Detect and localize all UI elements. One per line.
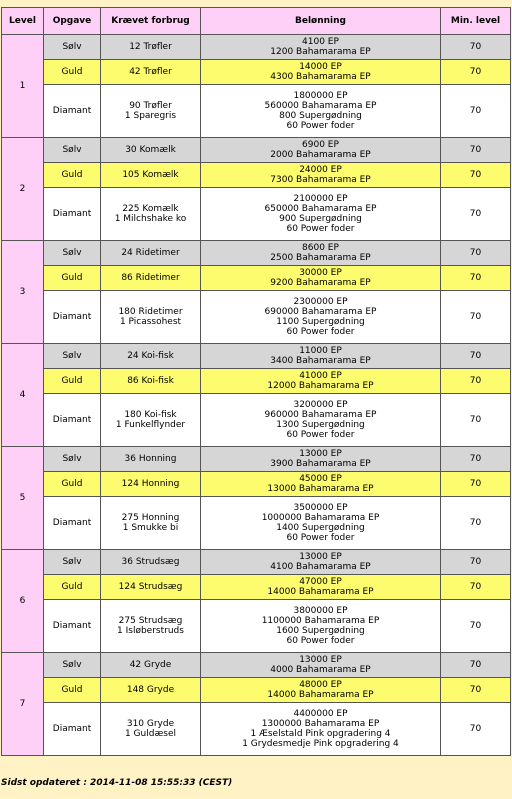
reward-line: 60 Power foder: [286, 636, 355, 646]
reward-line: 1000000 Bahamarama EP: [261, 513, 380, 523]
required-line: 86 Koi-fisk: [127, 376, 174, 386]
reward-line: 13000 EP: [299, 655, 342, 665]
reward-line: 1300000 Bahamarama EP: [261, 719, 380, 729]
min-level-cell: 70: [441, 575, 511, 600]
required-line: 24 Ridetimer: [121, 248, 180, 258]
reward-line: 45000 EP: [299, 474, 342, 484]
reward-cell: [201, 653, 441, 678]
table-row: [2, 344, 511, 369]
header-required: Krævet forbrug: [101, 8, 201, 35]
reward-line: 3500000 EP: [293, 503, 348, 513]
reward-line: 1 Æselstald Pink opgradering 4: [250, 729, 391, 739]
reward-cell: [201, 241, 441, 266]
required-cell: [101, 344, 201, 369]
min-level-cell: 70: [441, 85, 511, 138]
required-cell: [101, 188, 201, 241]
required-line: 148 Gryde: [126, 685, 175, 695]
reward-cell: [201, 369, 441, 394]
required-line: 180 Ridetimer: [118, 307, 183, 317]
table-row: [2, 163, 511, 188]
level-cell: 6: [2, 550, 44, 653]
reward-line: 13000 Bahamarama EP: [267, 484, 374, 494]
min-level-cell: 70: [441, 291, 511, 344]
required-cell: [101, 653, 201, 678]
min-level-cell: 70: [441, 703, 511, 756]
reward-cell: [201, 678, 441, 703]
task-cell: Guld: [44, 369, 101, 394]
required-line: 36 Strudsæg: [121, 557, 180, 567]
required-line: 225 Komælk: [122, 204, 179, 214]
reward-line: 60 Power foder: [286, 533, 355, 543]
reward-line: 14000 Bahamarama EP: [267, 690, 374, 700]
table-row: [2, 497, 511, 550]
reward-line: 11000 EP: [299, 346, 342, 356]
reward-cell: [201, 188, 441, 241]
reward-cell: [201, 266, 441, 291]
min-level-cell: 70: [441, 241, 511, 266]
required-cell: [101, 35, 201, 60]
required-cell: [101, 600, 201, 653]
required-cell: [101, 678, 201, 703]
table-row: [2, 472, 511, 497]
reward-line: 1100000 Bahamarama EP: [261, 616, 380, 626]
header-reward: Belønning: [201, 8, 441, 35]
reward-cell: [201, 600, 441, 653]
reward-line: 60 Power foder: [286, 224, 355, 234]
required-cell: [101, 703, 201, 756]
task-cell: Diamant: [44, 703, 101, 756]
reward-line: 1400 Supergødning: [276, 523, 365, 533]
level-cell: 2: [2, 138, 44, 241]
min-level-cell: 70: [441, 344, 511, 369]
required-line: 1 Smukke bi: [122, 523, 179, 533]
reward-line: 4100 EP: [302, 37, 339, 47]
required-line: 12 Trøfler: [129, 42, 172, 52]
reward-line: 30000 EP: [299, 268, 342, 278]
required-cell: [101, 447, 201, 472]
min-level-cell: 70: [441, 266, 511, 291]
reward-line: 47000 EP: [299, 577, 342, 587]
required-line: 275 Strudsæg: [118, 616, 183, 626]
reward-line: 3200000 EP: [293, 400, 348, 410]
reward-line: 3900 Bahamarama EP: [270, 459, 371, 469]
table-row: [2, 291, 511, 344]
required-line: 42 Trøfler: [129, 67, 172, 77]
required-cell: [101, 369, 201, 394]
reward-line: 60 Power foder: [286, 121, 355, 131]
reward-line: 2000 Bahamarama EP: [270, 150, 371, 160]
min-level-cell: 70: [441, 653, 511, 678]
reward-line: 41000 EP: [299, 371, 342, 381]
reward-line: 3400 Bahamarama EP: [270, 356, 371, 366]
required-line: 1 Isløberstruds: [117, 626, 184, 636]
header-task: Opgave: [44, 8, 101, 35]
task-cell: Sølv: [44, 550, 101, 575]
min-level-cell: 70: [441, 394, 511, 447]
min-level-cell: 70: [441, 163, 511, 188]
reward-cell: [201, 344, 441, 369]
reward-line: 7300 Bahamarama EP: [270, 175, 371, 185]
required-cell: [101, 138, 201, 163]
min-level-cell: 70: [441, 550, 511, 575]
table-row: [2, 241, 511, 266]
last-updated: Sidst opdateret : 2014-11-08 15:55:33 (CEST): [1, 778, 233, 788]
required-line: 1 Milchshake ko: [114, 214, 187, 224]
table-row: [2, 678, 511, 703]
level-cell: 5: [2, 447, 44, 550]
required-line: 1 Guldæsel: [124, 729, 177, 739]
level-cell: 4: [2, 344, 44, 447]
reward-line: 13000 EP: [299, 449, 342, 459]
required-line: 124 Honning: [121, 479, 180, 489]
required-line: 1 Funkelflynder: [115, 420, 186, 430]
table-row: [2, 369, 511, 394]
required-line: 36 Honning: [124, 454, 177, 464]
task-cell: Guld: [44, 472, 101, 497]
reward-line: 800 Supergødning: [279, 111, 362, 121]
reward-line: 1800000 EP: [293, 91, 348, 101]
table-header-row: [2, 8, 511, 35]
reward-line: 12000 Bahamarama EP: [267, 381, 374, 391]
reward-line: 14000 EP: [299, 62, 342, 72]
table-row: [2, 188, 511, 241]
reward-line: 4000 Bahamarama EP: [270, 665, 371, 675]
reward-line: 48000 EP: [299, 680, 342, 690]
table-row: [2, 703, 511, 756]
task-cell: Sølv: [44, 447, 101, 472]
reward-line: 2300000 EP: [293, 297, 348, 307]
task-cell: Diamant: [44, 497, 101, 550]
min-level-cell: 70: [441, 138, 511, 163]
task-cell: Guld: [44, 163, 101, 188]
required-cell: [101, 550, 201, 575]
reward-cell: [201, 550, 441, 575]
reward-cell: [201, 497, 441, 550]
reward-line: 8600 EP: [302, 243, 339, 253]
required-cell: [101, 163, 201, 188]
reward-line: 900 Supergødning: [279, 214, 362, 224]
reward-line: 13000 EP: [299, 552, 342, 562]
reward-cell: [201, 85, 441, 138]
reward-line: 2100000 EP: [293, 194, 348, 204]
task-cell: Diamant: [44, 600, 101, 653]
reward-line: 60 Power foder: [286, 430, 355, 440]
table-row: [2, 600, 511, 653]
table-row: [2, 575, 511, 600]
required-cell: [101, 241, 201, 266]
table-row: [2, 266, 511, 291]
table-row: [2, 35, 511, 60]
required-cell: [101, 575, 201, 600]
task-cell: Sølv: [44, 653, 101, 678]
reward-line: 2500 Bahamarama EP: [270, 253, 371, 263]
header-level: Level: [2, 8, 44, 35]
required-cell: [101, 472, 201, 497]
required-line: 275 Honning: [121, 513, 180, 523]
table-row: [2, 550, 511, 575]
table-row: [2, 85, 511, 138]
reward-line: 24000 EP: [299, 165, 342, 175]
required-line: 1 Sparegris: [124, 111, 177, 121]
reward-line: 9200 Bahamarama EP: [270, 278, 371, 288]
task-cell: Diamant: [44, 85, 101, 138]
required-line: 30 Komælk: [125, 145, 176, 155]
reward-line: 4100 Bahamarama EP: [270, 562, 371, 572]
table-row: [2, 447, 511, 472]
required-cell: [101, 394, 201, 447]
reward-cell: [201, 291, 441, 344]
task-cell: Guld: [44, 60, 101, 85]
min-level-cell: 70: [441, 35, 511, 60]
reward-line: 690000 Bahamarama EP: [264, 307, 377, 317]
task-cell: Diamant: [44, 394, 101, 447]
required-cell: [101, 85, 201, 138]
required-line: 105 Komælk: [122, 170, 179, 180]
reward-cell: [201, 138, 441, 163]
min-level-cell: 70: [441, 188, 511, 241]
required-cell: [101, 60, 201, 85]
required-cell: [101, 497, 201, 550]
reward-line: 4300 Bahamarama EP: [270, 72, 371, 82]
reward-cell: [201, 60, 441, 85]
reward-cell: [201, 703, 441, 756]
reward-cell: [201, 447, 441, 472]
reward-cell: [201, 35, 441, 60]
header-min-level: Min. level: [441, 8, 511, 35]
level-cell: 7: [2, 653, 44, 756]
reward-cell: [201, 472, 441, 497]
required-line: 86 Ridetimer: [121, 273, 180, 283]
reward-line: 960000 Bahamarama EP: [264, 410, 377, 420]
min-level-cell: 70: [441, 600, 511, 653]
table-row: [2, 60, 511, 85]
reward-line: 560000 Bahamarama EP: [264, 101, 377, 111]
min-level-cell: 70: [441, 497, 511, 550]
required-line: 24 Koi-fisk: [127, 351, 174, 361]
rewards-table: [1, 7, 511, 756]
required-line: 42 Gryde: [129, 660, 172, 670]
task-cell: Guld: [44, 575, 101, 600]
required-line: 1 Picassohest: [119, 317, 182, 327]
required-cell: [101, 266, 201, 291]
required-line: 310 Gryde: [126, 719, 175, 729]
min-level-cell: 70: [441, 369, 511, 394]
reward-line: 650000 Bahamarama EP: [264, 204, 377, 214]
reward-cell: [201, 394, 441, 447]
task-cell: Sølv: [44, 35, 101, 60]
task-cell: Sølv: [44, 344, 101, 369]
reward-line: 1200 Bahamarama EP: [270, 47, 371, 57]
min-level-cell: 70: [441, 472, 511, 497]
task-cell: Diamant: [44, 291, 101, 344]
min-level-cell: 70: [441, 60, 511, 85]
table-row: [2, 394, 511, 447]
required-line: 124 Strudsæg: [118, 582, 183, 592]
reward-line: 60 Power foder: [286, 327, 355, 337]
min-level-cell: 70: [441, 447, 511, 472]
task-cell: Sølv: [44, 138, 101, 163]
reward-line: 4400000 EP: [293, 709, 348, 719]
level-cell: 1: [2, 35, 44, 138]
task-cell: Guld: [44, 678, 101, 703]
required-line: 90 Trøfler: [129, 101, 172, 111]
reward-line: 1100 Supergødning: [276, 317, 365, 327]
required-cell: [101, 291, 201, 344]
table-row: [2, 653, 511, 678]
level-cell: 3: [2, 241, 44, 344]
task-cell: Sølv: [44, 241, 101, 266]
reward-line: 1300 Supergødning: [276, 420, 365, 430]
required-line: 180 Koi-fisk: [124, 410, 177, 420]
reward-cell: [201, 163, 441, 188]
task-cell: Guld: [44, 266, 101, 291]
reward-line: 14000 Bahamarama EP: [267, 587, 374, 597]
reward-cell: [201, 575, 441, 600]
table-row: [2, 138, 511, 163]
reward-line: 6900 EP: [302, 140, 339, 150]
reward-line: 1600 Supergødning: [276, 626, 365, 636]
task-cell: Diamant: [44, 188, 101, 241]
min-level-cell: 70: [441, 678, 511, 703]
reward-line: 3800000 EP: [293, 606, 348, 616]
table-body: [2, 35, 511, 756]
reward-line: 1 Grydesmedje Pink opgradering 4: [242, 739, 399, 749]
